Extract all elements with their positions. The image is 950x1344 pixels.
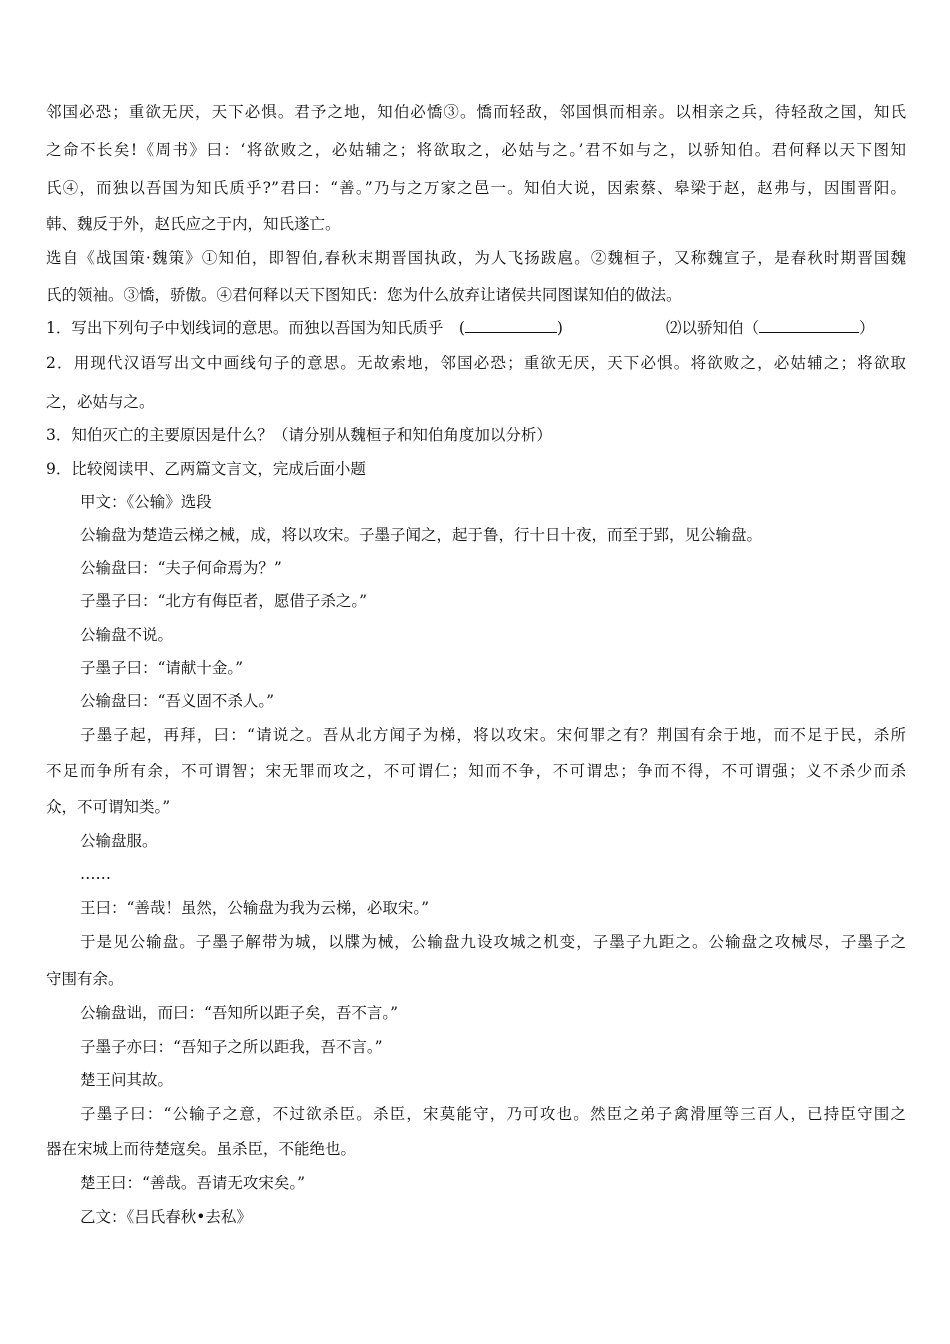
jia-paragraph: 公输盘服。 <box>80 832 158 850</box>
jia-paragraph-cont: 不足而争所有余，不可谓智；宋无罪而攻之，不可谓仁；知而不争，不可谓忠；争而不得，不可谓强；义不杀少而杀 <box>46 762 906 780</box>
jia-paragraph: 公输盘为楚造云梯之械，成，将以攻宋。子墨子闻之，起于鲁，行十日十夜，而至于郢，见公输盘。 <box>80 526 763 544</box>
jia-paragraph: 楚王曰：“善哉。吾请无攻宋矣。” <box>80 1174 306 1192</box>
question-2: 2．用现代汉语写出文中画线句子的意思。无故索地，邻国必恐；重欲无厌，天下必惧。将欲败之，必姑辅之；将欲取 <box>46 354 906 372</box>
question-1-text: 1．写出下列句子中划线词的意思。而独以吾国为知氏质乎 ( <box>46 319 465 337</box>
jia-paragraph: 于是见公输盘。子墨子解带为城，以牒为械，公输盘九设攻城之机变，子墨子九距之。公输盘之攻械尽，子墨子之 <box>80 933 906 951</box>
yi-title: 乙文：《吕氏春秋•去私》 <box>80 1208 252 1226</box>
passage-line: 邻国必恐；重欲无厌，天下必惧。君予之地，知伯必憍③。憍而轻敌，邻国惧而相亲。以相亲之兵，待轻敌之国，知氏 <box>46 103 906 121</box>
ellipsis: …… <box>80 865 111 883</box>
answer-blank[interactable] <box>759 318 859 333</box>
jia-paragraph: 公输盘诎，而曰：“吾知所以距子矣，吾不言。” <box>80 1004 399 1022</box>
notes-line: 氏的领袖。③憍，骄傲。④君何释以天下图知氏：您为什么放弃让诸侯共同图谋知伯的做法。 <box>46 286 682 304</box>
passage-line: 氏④，而独以吾国为知氏质乎?”君曰：“善。”乃与之万家之邑一。知伯大说，因索蔡、皋梁于赵，赵弗与，因围晋阳。 <box>46 179 906 197</box>
jia-paragraph-cont: 众，不可谓知类。” <box>46 798 171 816</box>
passage-line: 韩、魏反于外，赵氏应之于内，知氏遂亡。 <box>46 215 341 233</box>
question-1-part2: ⑵以骄知伯（ ） <box>666 319 875 337</box>
jia-paragraph: 公输盘不说。 <box>80 626 174 644</box>
jia-paragraph-cont: 守围有余。 <box>46 970 124 988</box>
question-9: 9．比较阅读甲、乙两篇文言文，完成后面小题 <box>46 460 366 478</box>
notes-line: 选自《战国策·魏策》①知伯，即智伯,春秋末期晋国执政，为人飞扬跋扈。②魏桓子，又称魏宣子，是春秋时期晋国魏 <box>46 249 906 267</box>
jia-paragraph: 子墨子曰：“北方有侮臣者，愿借子杀之。” <box>80 592 368 610</box>
question-2-cont: 之，必姑与之。 <box>46 393 155 411</box>
jia-paragraph-cont: 器在宋城上而待楚寇矣。虽杀臣，不能绝也。 <box>46 1140 357 1158</box>
answer-blank[interactable] <box>465 318 557 333</box>
jia-paragraph: 子墨子起，再拜，曰：“请说之。吾从北方闻子为梯，将以攻宋。宋何罪之有？荆国有余于地，而不足于民，杀所 <box>80 726 906 744</box>
jia-paragraph: 子墨子亦曰：“吾知子之所以距我，吾不言。” <box>80 1038 383 1056</box>
question-1: 1．写出下列句子中划线词的意思。而独以吾国为知氏质乎 ( ) ⑵以骄知伯（ ） <box>46 319 875 337</box>
jia-title: 甲文：《公输》选段 <box>80 493 212 511</box>
jia-paragraph: 王曰：“善哉！虽然，公输盘为我为云梯，必取宋。” <box>80 899 430 917</box>
question-3: 3．知伯灭亡的主要原因是什么？（请分别从魏桓子和知伯角度加以分析） <box>46 426 552 444</box>
jia-paragraph: 子墨子曰：“请献十金。” <box>80 659 244 677</box>
jia-paragraph: 公输盘曰：“夫子何命焉为？” <box>80 559 282 577</box>
jia-paragraph: 楚王问其故。 <box>80 1071 174 1089</box>
passage-line: 之命不长矣!《周书》曰：‘将欲败之，必姑辅之；将欲取之，必姑与之。’君不如与之，以骄知伯。君何释以天下图知 <box>46 141 906 159</box>
jia-paragraph: 子墨子曰：“公输子之意，不过欲杀臣。杀臣，宋莫能守，乃可攻也。然臣之弟子禽滑厘等三百人，已持臣守围之 <box>80 1105 906 1123</box>
jia-paragraph: 公输盘曰：“吾义固不杀人。” <box>80 692 275 710</box>
